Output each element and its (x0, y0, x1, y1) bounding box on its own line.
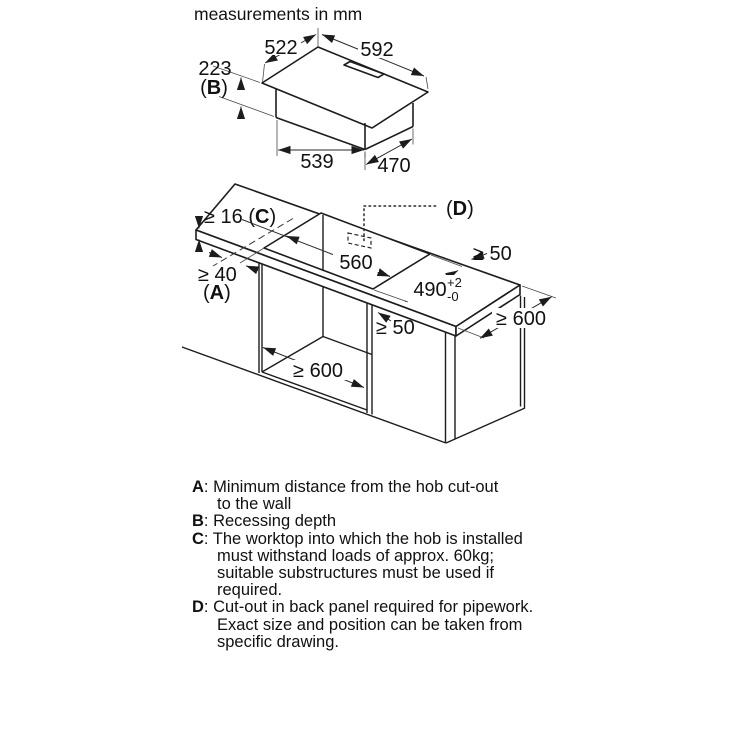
ref-label-A: (A) (203, 282, 231, 304)
dim-560: 560 (339, 252, 373, 274)
legend-text: The worktop into which the hob is installed (212, 529, 523, 548)
legend-item-A: A: Minimum distance from the hob cut-out to the wall (192, 479, 562, 513)
dim-50-back: ≥ 50 (473, 243, 512, 265)
legend-text: suitable substructures must be used if (217, 564, 494, 583)
legend-letter-B: B (192, 512, 204, 531)
ref-label-D: (D) (446, 198, 474, 220)
hob-top-view (198, 28, 428, 177)
legend-item-D: D: Cut-out in back panel required for pipework. Exact size and position can be taken from specific drawing. (192, 599, 562, 651)
legend-text: to the wall (217, 495, 292, 514)
page-title: measurements in mm (194, 4, 363, 24)
dim-40: ≥ 40 (198, 264, 237, 286)
legend-letter-A: A (192, 478, 204, 496)
legend-text: must withstand loads of approx. 60kg; (217, 546, 494, 565)
dim-522: 522 (264, 37, 298, 59)
legend-text: Cut-out in back panel required for pipework. (213, 598, 534, 617)
dim-50-front: ≥ 50 (376, 317, 415, 339)
dim-470: 470 (377, 155, 411, 177)
legend-text: Minimum distance from the hob cut-out (213, 478, 499, 496)
dim-223: 223 (198, 58, 232, 80)
dim-490-tol-minus: -0 (447, 289, 459, 304)
legend-text: required. (217, 581, 283, 600)
dim-arrow-40-left (209, 253, 222, 258)
ref-label-B: (B) (200, 77, 228, 99)
installation-view (182, 184, 556, 443)
dim-16-C: ≥ 16 (C) (204, 206, 277, 228)
dim-arrow-40-right (246, 266, 258, 271)
dim-539: 539 (300, 151, 334, 173)
dim-592: 592 (360, 39, 394, 61)
legend-letter-D: D (192, 598, 204, 617)
legend-text: specific drawing. (217, 632, 339, 651)
hob-flange-surface (262, 47, 428, 128)
legend-text: Recessing depth (213, 512, 337, 531)
legend-item-B: B: Recessing depth (192, 512, 337, 531)
legend-text: Exact size and position can be taken from (217, 615, 523, 634)
legend-letter-C: C (192, 529, 204, 548)
dim-600-depth: ≥ 600 (496, 308, 546, 330)
dim-490-tol-plus: +2 (447, 275, 462, 290)
dim-490: 490 (413, 279, 447, 301)
legend-item-C: C: The worktop into which the hob is installed must withstand loads of approx. 60kg; suitable substructures must be used if required. (192, 531, 562, 600)
legend (192, 479, 562, 651)
dim-600-opening: ≥ 600 (293, 360, 343, 382)
